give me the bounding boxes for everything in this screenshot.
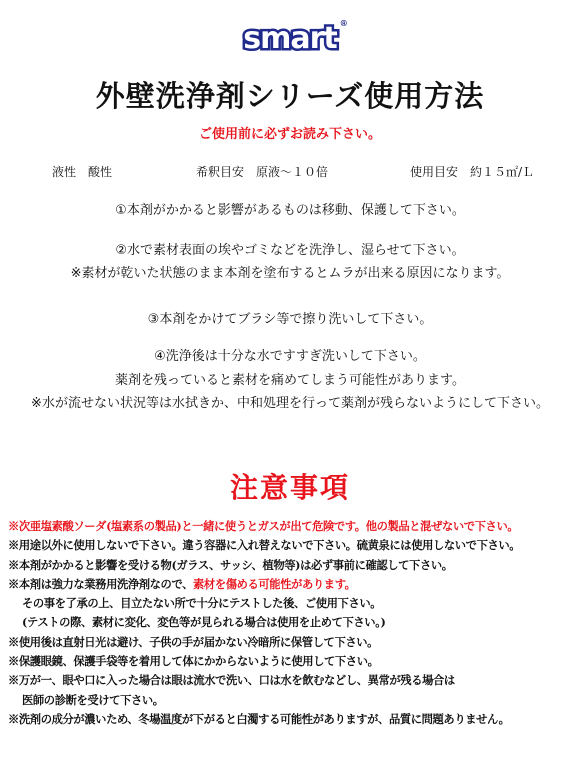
registered-mark: ® — [339, 19, 347, 28]
logo-text: smart — [243, 21, 337, 56]
caution-item: ※使用後は直射日光は避け、子供の手が届かない冷暗所に保管して下さい。 — [8, 634, 379, 649]
step-4: ④洗浄後は十分な水ですすぎ洗いして下さい。 — [154, 349, 426, 364]
caution-item: ※次亜塩素酸ソーダ(塩素系の製品)と一緒に使うとガスが出て危険です。他の製品と混ぜないで下さい。 — [8, 519, 519, 533]
caution-heading: 注意事項 — [229, 471, 350, 504]
caution-item: ※保護眼鏡、保護手袋等を着用して体にかからないように使用して下さい。 — [8, 654, 379, 669]
caution-warning-highlight: 素材を傷める可能性があります。 — [193, 576, 356, 591]
caution-item: 医師の診断を受けて下さい。 — [22, 692, 164, 707]
caution-item: ※用途以外に使用しないで下さい。違う容器に入れ替えないで下さい。硫黄泉には使用しないで下さい。 — [8, 538, 521, 553]
brand-logo — [243, 19, 347, 56]
caution-item: (テストの際、素材に変化、変色等が見られる場合は使用を止めて下さい。) — [22, 615, 386, 630]
caution-item: ※洗剤の成分が濃いため、冬場温度が下がると白濁する可能性がありますが、品質に問題ありません。 — [8, 711, 510, 726]
step-3: ③本剤をかけてブラシ等で擦り洗いして下さい。 — [147, 312, 433, 327]
page-title: 外壁洗浄剤シリーズ使用方法 — [95, 79, 485, 113]
spec-liquid-type: 液性 酸性 — [52, 165, 113, 179]
caution-item — [8, 575, 576, 594]
caution-text: ※本剤は強力な業務用洗浄剤なので、 — [8, 576, 194, 591]
caution-item: ※万が一、眼や口に入った場合は眼は流水で洗い、口は水を飲むなどし、異常が残る場合は — [8, 673, 455, 688]
step-4-note: 薬剤を残っていると素材を痛めてしまう可能性があります。 — [115, 373, 465, 388]
caution-item: その事を了承の上、目立たない所で十分にテストした後、ご使用下さい。 — [22, 596, 382, 611]
logo-area — [0, 19, 580, 56]
spec-usage-amount: 使用目安 約１５㎡/Ｌ — [410, 165, 535, 179]
step-4-note-2: ※水が流せない状況等は水拭きか、中和処理を行って薬剤が残らないようにして下さい。 — [31, 396, 549, 411]
product-specs — [0, 162, 580, 182]
step-1: ①本剤がかかると影響があるものは移動、保護して下さい。 — [115, 203, 465, 218]
caution-item: ※本剤がかかると影響を受ける物(ガラス、サッシ、植物等)は必ず事前に確認して下さい。 — [8, 557, 453, 572]
step-2-note: ※素材が乾いた状態のまま本剤を塗布するとムラが出来る原因になります。 — [70, 266, 510, 281]
step-2: ②水で素材表面の埃やゴミなどを洗浄し、湿らせて下さい。 — [115, 243, 465, 258]
read-before-use-notice: ご使用前に必ずお読み下さい。 — [198, 127, 381, 142]
caution-list — [8, 517, 576, 729]
spec-dilution: 希釈目安 原液～１０倍 — [196, 165, 329, 179]
